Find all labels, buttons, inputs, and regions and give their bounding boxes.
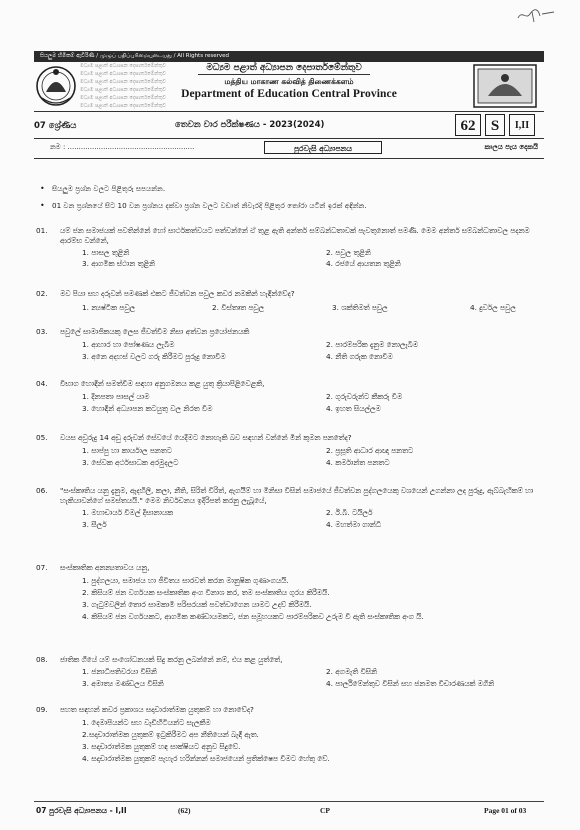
- q1-option-4[interactable]: 4. රජයේ ආයතන තුළිනි: [326, 259, 401, 268]
- department-title: [176, 61, 402, 107]
- question-3: 03. පවුලේ සාමාජිකයකු ලෙස ජීවත්වීම නිසා අත්වන ප්‍රයෝජනයකි 1. ආහාර හා පෝෂණය ලැබීම 2. පාරම්පරික දැනුම නොලැබීම 3. අනෙ අදහස් වලට ගරු කිරීමට පුරුදු නොවීම 4. නීති ගරුක නොවීම: [36, 327, 418, 361]
- name-row: [34, 140, 544, 156]
- q4-option-1[interactable]: 1. දිනපතා පාසල් යාම: [82, 392, 150, 401]
- footer-rule: [34, 801, 544, 802]
- exam-title: තෙවන වාර පරීක්ෂණය - 2023(2024): [175, 120, 325, 130]
- question-5: 05. වයස අවුරුදු 14 අඩු දරුවන් සේවයේ යෙදීමට නොහැකි බව සඳහන් වන්නේ මින් කුමන පනතේද? 1. සාප්පු හා කාර්යාල පනතට 2. ප්‍රසූති ආධාර ආඥා පනතට 3. සේවක අර්ථසාධක අරමුදලට 4. කර්මාන්ත පනතට: [36, 433, 414, 467]
- q1-option-3[interactable]: 3. ආගමික ස්ථාන තුළිනි: [82, 259, 155, 268]
- q5-option-3[interactable]: 3. සේවක අර්ථසාධක අරමුදලට: [82, 458, 179, 467]
- q2-option-4[interactable]: 4. දුර්වල පවුල: [470, 303, 516, 312]
- instruction-2: • 01 වන ප්‍රශ්නයේ සිට 10 වන ප්‍රශ්නය දක්වා ප්‍රශ්න වලට වඩාත් නිවැරදි පිළිතුර තෝරා යටින් ඉරක් අඳින්න.: [40, 201, 367, 210]
- q5-option-4[interactable]: 4. කර්මාන්ත පනතට: [326, 458, 390, 467]
- question-2: 02. මව පියා සහ දරුවන් පමණක් එකට ජීවත්වන පවුල කවර නමකින් හැඳින්වේද? 1. න්‍යෂ්ටික පවුල 2. විස්තෘත පවුල 3. ශක්තිමත් පවුල 4. දුර්වල පවුල: [36, 289, 516, 312]
- q8-option-2[interactable]: 2. අගමැති විසිනි: [326, 667, 377, 676]
- question-4: 04. විභාග හොඳින් සමත්වීම සඳහා අනුගමනය කළ යුතු ක්‍රියාපිළිවෙළකි, 1. දිනපතා පාසල් යාම 2. ගුරුවරුන්ට කීකරු වීම 3. හොඳින් අධ්‍යාපන කටයුතු වල නිරත වීම 4. ඉහත සියල්ලම: [36, 379, 403, 413]
- footer-subject: 07 පුරවැසි අධ්‍යාපනය - I,II: [36, 806, 127, 815]
- grade-label: 07 ශ්‍රේණිය: [34, 121, 77, 131]
- title-english: Department of Education Central Province: [181, 88, 397, 100]
- q2-option-3[interactable]: 3. ශක්තිමත් පවුල: [332, 303, 388, 312]
- q5-option-2[interactable]: 2. ප්‍රසූති ආධාර ආඥා පනතට: [326, 446, 414, 455]
- q6-option-3[interactable]: 3. සීලර්: [82, 520, 107, 529]
- q1-option-1[interactable]: 1. පාසල තුළිනි: [82, 248, 130, 257]
- name-label: නම : .........................................................: [50, 143, 195, 151]
- q4-option-2[interactable]: 2. ගුරුවරුන්ට කීකරු වීම: [326, 392, 403, 401]
- q7-option-1[interactable]: 1. පුද්ගලයා, සමාජය හා ජීවිතය සාරවත් කරන මානුෂික ගුණාංගයයි.: [82, 576, 289, 585]
- q7-option-3[interactable]: 3. ගැටුම්වලින් තොර සාමකාමී පරිසරයක් පවත්වාගෙන යාමට උදව් කිරීමයි.: [82, 600, 312, 609]
- q2-option-1[interactable]: 1. න්‍යෂ්ටික පවුල: [82, 303, 136, 312]
- question-6: 06. "සංස්කෘතිය යනු දැනුම, ඇදහිලි, කලා, නීති, සිරිත් විරිත්, ඇගයීම් හා මිනිසා විසින් සමාජයේ ජීවත්වන පුද්ගලයෙකු වශයෙන් උගන්නා ලද පුරුදු, ඇබ්බැහිකම් හා හැකියාවන්ගේ සමස්තයයි." මෙම නිර්වචනය ඉදිරිපත් කරනු ලැබූයේ, 1. මහාචාර්ය විමල් දිසානායක 2. ඊ.බී. ටයිලර් 3. සීලර් 4. මහත්මා ගාන්ධි: [36, 486, 534, 529]
- footer-region: CP: [320, 806, 330, 815]
- q6-option-1[interactable]: 1. මහාචාර්ය විමල් දිසානායක: [82, 508, 174, 517]
- q3-option-1[interactable]: 1. ආහාර හා පෝෂණය ලැබීම: [82, 340, 175, 349]
- header-rule: [34, 111, 544, 112]
- footer-code: (62): [178, 806, 191, 815]
- instruction-1: • සියලුම ප්‍රශ්න වලට පිළිතුරු සපයන්න.: [40, 184, 166, 193]
- q3-option-3[interactable]: 3. අනෙ අදහස් වලට ගරු කිරීමට පුරුදු නොවීම: [82, 352, 226, 361]
- code-letter: S: [485, 114, 505, 136]
- question-8: 08. ජාතික ගීයේ යම් සංශෝධනයක් සිදු කරනු ලබන්නේ නම්, එය කළ යුත්තේ, 1. ජනාධිපතිවරයා විසිනි 2. අගමැති විසිනි 3. අමාත්‍ය මණ්ඩලය විසිනි 4. පාර්ලිමේන්තුව විසින් සහ ජනමත විචාරණයක් මගිනි: [36, 655, 495, 688]
- q4-option-3[interactable]: 3. හොඳින් අධ්‍යාපන කටයුතු වල නිරත වීම: [82, 404, 213, 413]
- q8-option-1[interactable]: 1. ජනාධිපතිවරයා විසිනි: [82, 667, 157, 676]
- code-number: 62: [455, 114, 481, 136]
- title-tamil: மத்திய மாகாண கல்வித் திணைக்களம்: [224, 77, 354, 86]
- q9-option-1[interactable]: 1. දෙමාපියන්ට සහ වැඩිහිටියන්ට සැලකීම: [82, 718, 211, 727]
- q9-option-4[interactable]: 4. සදාචාරාත්මක යුතුකම් පැහැර හරින්නන් සමාජයෙන් ප්‍රතික්ෂෙප වීමට හේතු වේ.: [82, 754, 330, 763]
- question-1: 01. යම් ජන සමාජයක් පවතින්නේ හෝ සාර්ථකත්වයට පත්වන්නේ ඒ තුළ ඇති අන්තර් සම්බන්ධතාවක් පැවතුනොත් පමණි. මෙම අන්තර් සම්බන්ධතාවල පදනම ආරම්භ වන්නේ, 1. පාසල තුළිනි 2. පවුල තුළිනි 3. ආගමික ස්ථාන තුළිනි 4. රජයේ ආයතන තුළිනි: [36, 226, 530, 268]
- subject-box: පුරවැසි අධ්‍යාපනය: [264, 141, 382, 154]
- sri-lanka-emblem-icon: [34, 62, 78, 110]
- copyright-strip: සියලුම හිමිකම් ඇවිරිණි / முழுப் பதிப்புரிமையுடையது / All Rights reserved: [34, 51, 544, 62]
- q4-option-4[interactable]: 4. ඉහත සියල්ලම: [326, 404, 381, 413]
- name-rule: [34, 158, 544, 159]
- q1-option-2[interactable]: 2. පවුල තුළිනි: [326, 248, 371, 257]
- stamp-seal-icon: [470, 62, 540, 110]
- q3-option-4[interactable]: 4. නීති ගරුක නොවීම: [326, 352, 393, 361]
- q6-option-4[interactable]: 4. මහත්මා ගාන්ධි: [326, 520, 382, 529]
- q3-option-2[interactable]: 2. පාරම්පරික දැනුම නොලැබීම: [326, 340, 418, 349]
- page-number: Page 01 of 03: [484, 806, 527, 815]
- q8-option-4[interactable]: 4. පාර්ලිමේන්තුව විසින් සහ ජනමත විචාරණයක් මගිනි: [326, 679, 495, 688]
- q2-option-2[interactable]: 2. විස්තෘත පවුල: [212, 303, 265, 312]
- q7-option-4[interactable]: 4. කිසියම් ජන වර්ගයකට, ආගමික කණ්ඩායමකට, ජන සමූහයකට පාරම්පරිකව උරුම වී ඇති සංස්කෘතික අංග යි.: [82, 612, 424, 621]
- q8-option-3[interactable]: 3. අමාත්‍ය මණ්ඩලය විසිනි: [82, 679, 164, 688]
- question-7: 07. සංස්කෘතික අනන්‍යතාවය යනු, 1. පුද්ගලයා, සමාජය හා ජීවිතය සාරවත් කරන මානුෂික ගුණාංගයයි. 2. කිසියම් ජන වර්ගයක සංස්කෘතික අංග විනාශ කර, තම සංස්කෘතිය ගුරය කිරීමයි. 3. ගැටුම්වලින් තොර සාමකාමී පරිසරයක් පවත්වාගෙන යාමට උදව් කිරීමයි. 4. කිසියම් ජන වර්ගයකට, ආගමික කණ්ඩායමකට, ජන සමූහයකට පාරම්පරිකව උරුම වී ඇති සංස්කෘතික අංග යි.: [36, 563, 541, 622]
- watermark-pattern: මධ්‍යම පළාත් අධ්‍යාපන දෙපාර්තමේන්තුව මධ්‍යම පළාත් අධ්‍යාපන දෙපාර්තමේන්තුව මධ්‍යම පළාත් අධ්‍යාපන දෙපාර්තමේන්තුව මධ්‍යම පළාත් අධ්‍යාපන දෙපාර්තමේන්තුව මධ්‍යම පළාත් අධ්‍යාපන දෙපාර්තමේන්තුව මධ්‍යම පළාත් අධ්‍යාපන දෙපාර්තමේන්තුව: [80, 63, 166, 109]
- code-paper: I,II: [509, 114, 535, 136]
- q9-option-2[interactable]: 2.සදාචාරාත්මක යුතුකම් ඉටුකිරීමට අප නීතියෙන් බැඳී ඇත.: [82, 730, 259, 739]
- q6-option-2[interactable]: 2. ඊ.බී. ටයිලර්: [326, 508, 373, 517]
- q5-option-1[interactable]: 1. සාප්පු හා කාර්යාල පනතට: [82, 446, 172, 455]
- time-label: කාලය පැය දෙකයි: [484, 143, 538, 151]
- q7-option-2[interactable]: 2. කිසියම් ජන වර්ගයක සංස්කෘතික අංග විනාශ කර, තම සංස්කෘතිය ගුරය කිරීමයි.: [82, 588, 330, 597]
- signature-mark: [514, 6, 558, 24]
- title-sinhala: මධ්‍යම පළාත් අධ්‍යාපන දෙපාර්තමේන්තුව: [198, 63, 370, 75]
- q9-option-3[interactable]: 3. සදාචාරාත්මක යුතුකම් හඳ සාක්ෂියට අනුව සිදුවේ.: [82, 742, 241, 751]
- question-9: 09. පහත සඳහන් කවර ප්‍රකාශය සදාචාරාත්මක යුතුකම් හා නොවේද? 1. දෙමාපියන්ට සහ වැඩිහිටියන්ට සැලකීම 2.සදාචාරාත්මක යුතුකම් ඉටුකිරීමට අප නීතියෙන් බැඳී ඇත. 3. සදාචාරාත්මක යුතුකම් හඳ සාක්ෂියට අනුව සිදුවේ. 4. සදාචාරාත්මක යුතුකම් පැහැර හරින්නන් සමාජයෙන් ප්‍රතික්ෂෙප වීමට හේතු වේ.: [36, 705, 541, 764]
